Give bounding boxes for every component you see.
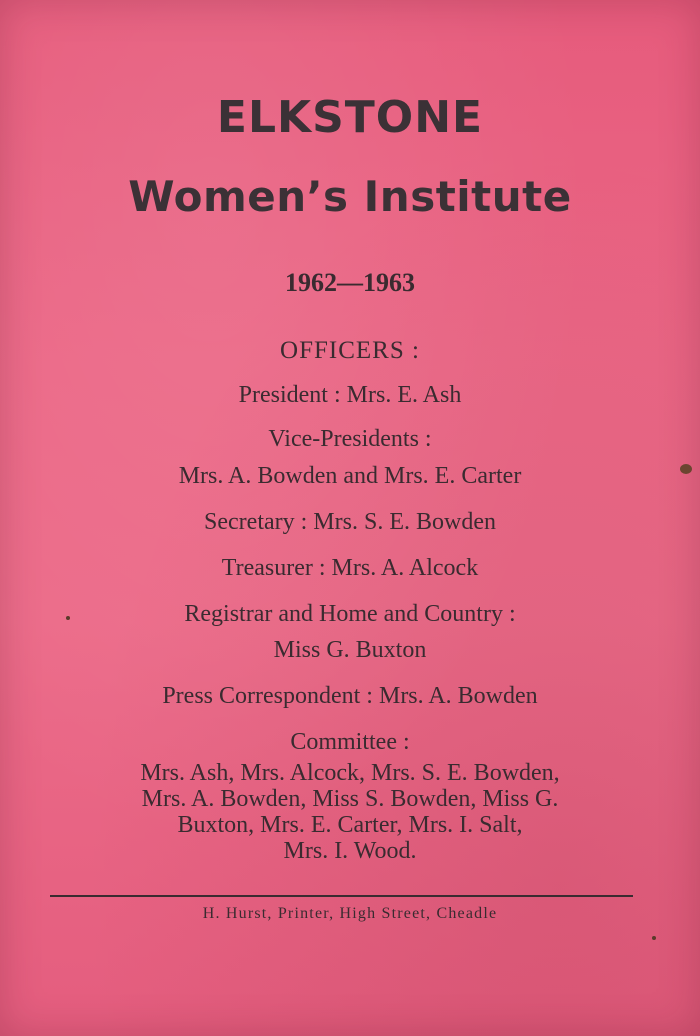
committee-label: Committee :	[290, 729, 410, 755]
registrar-name: Miss G. Buxton	[273, 637, 427, 663]
officers-heading: OFFICERS :	[280, 337, 420, 364]
committee-line: Mrs. I. Wood.	[283, 838, 417, 864]
committee-line: Mrs. Ash, Mrs. Alcock, Mrs. S. E. Bowden,	[140, 760, 560, 786]
committee-line: Buxton, Mrs. E. Carter, Mrs. I. Salt,	[177, 812, 523, 838]
vice-presidents-label: Vice-Presidents :	[268, 426, 432, 452]
paper-speck	[652, 936, 656, 940]
secretary-line: Secretary : Mrs. S. E. Bowden	[204, 509, 496, 535]
press-correspondent-line: Press Correspondent : Mrs. A. Bowden	[162, 683, 538, 709]
printer-credit: H. Hurst, Printer, High Street, Cheadle	[202, 905, 498, 922]
footer-divider	[50, 895, 633, 897]
paper-speck	[66, 616, 70, 620]
registrar-label: Registrar and Home and Country :	[184, 601, 516, 627]
year-range: 1962—1963	[285, 268, 415, 297]
president-line: President : Mrs. E. Ash	[238, 382, 462, 408]
institute-name-line2: Women’s Institute	[128, 172, 572, 221]
committee-line: Mrs. A. Bowden, Miss S. Bowden, Miss G.	[141, 786, 559, 812]
vice-presidents-names: Mrs. A. Bowden and Mrs. E. Carter	[178, 463, 522, 489]
paper-speck	[680, 464, 692, 474]
institute-name-line1: ELKSTONE	[216, 92, 484, 143]
treasurer-line: Treasurer : Mrs. A. Alcock	[221, 555, 479, 581]
